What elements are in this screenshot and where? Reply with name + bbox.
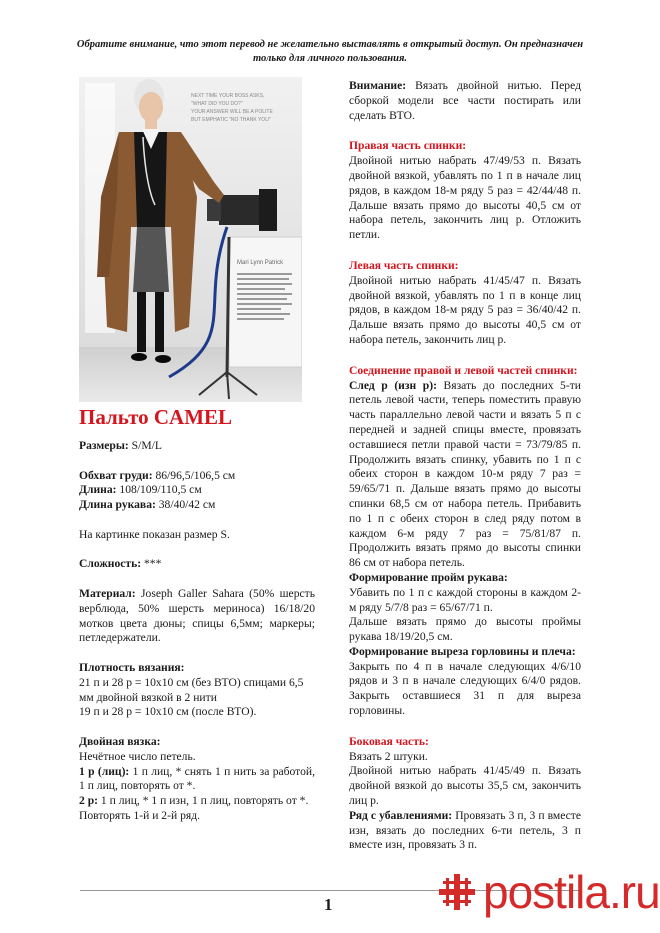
row2-line <box>79 794 315 809</box>
pattern-title: Пальто CAMEL <box>79 405 233 429</box>
length-label: Длина: <box>79 483 117 497</box>
svg-text:"WHAT DID YOU DO?": "WHAT DID YOU DO?" <box>191 101 243 107</box>
side-text-1: Вязать 2 штуки. <box>349 749 428 763</box>
double-knit-line: Нечётное число петель. <box>79 749 196 763</box>
watermark-logo-icon <box>437 872 477 912</box>
row1-text: 1 п лиц, * снять 1 п нить за работой, 1 п лиц, повторять от *. <box>79 764 315 793</box>
armhole-text-2: Дальше вязать прямо до высоты проймы рукава 18/19/20,5 см. <box>349 615 581 644</box>
watermark-text: postila.ru <box>483 866 660 918</box>
row1-line <box>79 765 315 795</box>
attention-label: Внимание: <box>349 79 407 92</box>
row1-label: 1 р (лиц): <box>79 764 130 778</box>
decrease-text: Провязать 3 п, 3 п вместе изн, вязать до последних 6-ти петель, 3 п вместе изн, провязать 3 п. <box>349 808 581 852</box>
chest-label: Обхват груди: <box>79 468 153 482</box>
armhole-text-1: Убавить по 1 п с каждой стороны в каждом 2-м ряду 5/7/8 раз = 65/67/71 п. <box>349 585 581 614</box>
difficulty-line <box>79 557 315 572</box>
svg-text:BUT EMPHATIC "NO THANK YOU": BUT EMPHATIC "NO THANK YOU" <box>191 117 271 123</box>
length-value: 108/109/110,5 см <box>116 483 202 497</box>
side-text-2: Двойной нитью набрать 41/45/49 п. Вязать двойной вязкой до высоты 35,5 см, закончить лиц р. <box>349 764 581 808</box>
armhole-label: Формирование пройм рукава: <box>349 570 508 584</box>
photo-note: На картинке показан размер S. <box>79 527 230 541</box>
watermark <box>437 866 660 918</box>
difficulty-label: Сложность: <box>79 557 142 571</box>
chest-value: 86/96,5/106,5 см <box>152 468 236 482</box>
row2-label: 2 р: <box>79 794 99 808</box>
sleeve-value: 38/40/42 см <box>155 498 216 512</box>
material-line <box>79 587 315 646</box>
photo-side-label: Mari Lynn Patrick <box>237 260 284 266</box>
decrease-line <box>349 809 581 853</box>
sleeve-line <box>79 498 315 513</box>
row2-text: 1 п лиц, * 1 п изн, 1 п лиц, повторять от *. <box>98 794 309 808</box>
right-back-title: Правая часть спинки: <box>349 139 467 153</box>
notice-text: Обратите внимание, что этот перевод не желательно выставлять в открытый доступ. Он предназначен только для личного пользования. <box>76 39 584 64</box>
join-text: Вязать до последних 5-ти петель левой части, теперь поместить правую часть параллельно левой части и вязать 5 п с передней и задней спицы вместе, провязать оставшиеся петли правой части = 73/79/85 п. Продолжить вязать спинку, убавить по 1 п с обеих сторон в каждом 10-м ряду 7 раз = 59/65/71 п. Дальше вязать прямо до высоты спинки 68,5 см от набора петель. Прибавить по 1 п с обеих сторон в след ряду потом в каждом 6-м ряду 7 раз = 75/81/87 п. Продолжить вязать прямо до высоты спинки 86 см от набора петель. <box>349 378 581 570</box>
length-line <box>79 483 315 498</box>
attention-text: Вязать двойной нитью. Перед сборкой модели все части постирать или сделать ВТО. <box>349 79 581 122</box>
sizes-value: S/M/L <box>128 439 162 452</box>
sleeve-label: Длина рукава: <box>79 498 156 512</box>
svg-text:YOUR ANSWER WILL BE A POLITE: YOUR ANSWER WILL BE A POLITE <box>191 109 273 115</box>
gauge-label: Плотность вязания: <box>79 660 185 674</box>
neck-label: Формирование выреза горловины и плеча: <box>349 644 576 658</box>
material-label: Материал: <box>79 586 136 600</box>
sizes-label: Размеры: <box>79 439 129 452</box>
page-number: 1 <box>324 895 333 914</box>
coat-photo <box>79 77 302 402</box>
double-knit-label: Двойная вязка: <box>79 734 161 748</box>
gauge-line-1: 21 п и 28 р = 10x10 см (без ВТО) спицами 6,5 мм двойной вязкой в 2 нити <box>79 675 304 704</box>
side-title: Боковая часть: <box>349 734 429 748</box>
decrease-label: Ряд с убавлениями: <box>349 808 453 822</box>
difficulty-value: *** <box>141 557 162 571</box>
material-value: Joseph Galler Sahara (50% шерсть верблюда, 50% шерсть мериноса) 16/18/20 мотков цвета дюны; спицы 6,5мм; маркеры; петледержатели. <box>79 586 315 645</box>
left-back-text: Двойной нитью набрать 41/45/47 п. Вязать двойной вязкой, убавлять по 1 п в конце лиц рядов, в каждом 18-м ряду 5 раз = 36/40/42 п. Дальше вязать прямо до высоты 40,5 см от набора петель, закончить лиц р. <box>349 273 581 346</box>
join-label: След р (изн р): <box>349 378 437 392</box>
chest-line <box>79 469 315 484</box>
left-column <box>79 403 315 824</box>
sizes-line <box>79 439 315 454</box>
right-column <box>349 79 581 853</box>
attention-line <box>349 79 581 123</box>
repeat-line: Повторять 1-й и 2-й ряд. <box>79 808 200 822</box>
left-back-title: Левая часть спинки: <box>349 258 459 272</box>
svg-text:NEXT TIME YOUR BOSS ASKS,: NEXT TIME YOUR BOSS ASKS, <box>191 93 265 99</box>
neck-text: Закрыть по 4 п в начале следующих 4/6/10 рядов и 3 п в начале следующих 6/4/0 рядов. Закрыть оставшиеся 31 п для выреза горловины. <box>349 659 581 718</box>
join-title: Соединение правой и левой частей спинки: <box>349 363 578 377</box>
right-back-text: Двойной нитью набрать 47/49/53 п. Вязать двойной вязкой, убавлять по 1 п в начале лиц рядов, в каждом 18-м ряду 5 раз = 42/44/48 п. Дальше вязать прямо до высоты 40,5 см от набора петель, закончить лиц р. Отложить петли. <box>349 154 581 242</box>
gauge-line-2: 19 п и 28 р = 10x10 см (после ВТО). <box>79 705 257 719</box>
join-line <box>349 379 581 571</box>
